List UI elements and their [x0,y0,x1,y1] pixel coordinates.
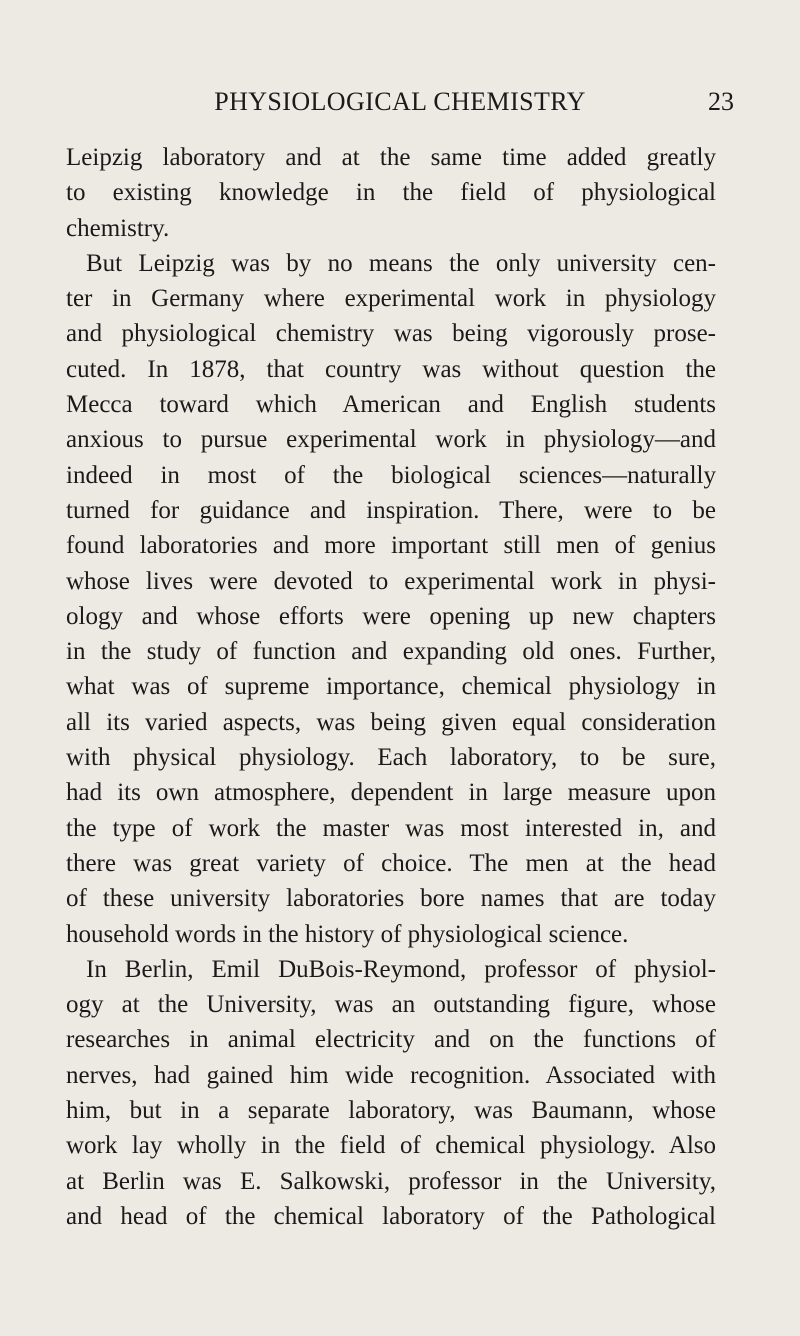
page-number: 23 [708,87,734,116]
text-line: Leipzig laboratory and at the same time added greatly [66,144,716,171]
text-line: anxious to pursue experimental work in physiology—and [66,426,716,454]
text-line: ter in Germany where experimental work in physiology [66,285,716,313]
text-line: ogy at the University, was an outstanding figure, whose [66,991,716,1019]
text-line: the type of work the master was most interested in, and [66,814,716,842]
text-line: cuted. In 1878, that country was without question the [66,355,716,383]
text-line: researches in animal electricity and on the functions of [66,1026,716,1054]
body-text [66,140,716,1234]
text-line: there was great variety of choice. The men at the head [66,849,716,877]
text-line: what was of supreme importance, chemical physiology in [66,673,716,701]
text-line: and head of the chemical laboratory of the Pathological [66,1202,716,1230]
text-line: all its varied aspects, was being given equal consideration [66,708,716,736]
text-line: ology and whose efforts were opening up new chapters [66,602,716,630]
text-line: household words in the history of physiological science. [66,920,629,948]
text-line: whose lives were devoted to experimental work in physi- [66,567,716,595]
text-line: and physiological chemistry was being vigorously prose- [66,320,716,348]
running-head [66,85,734,119]
text-line: had its own atmosphere, dependent in large measure upon [66,779,716,807]
text-line: found laboratories and more important still men of genius [66,532,716,560]
running-title: PHYSIOLOGICAL CHEMISTRY [214,87,586,116]
text-line: turned for guidance and inspiration. There, were to be [66,496,716,524]
text-line: nerves, had gained him wide recognition. Associated with [66,1061,716,1089]
text-line: in the study of function and expanding old ones. Further, [66,638,716,666]
text-line: at Berlin was E. Salkowski, professor in the University, [66,1167,716,1195]
text-line: of these university laboratories bore names that are today [66,885,716,913]
text-line: indeed in most of the biological sciences—naturally [66,461,716,489]
text-line: him, but in a separate laboratory, was Baumann, whose [66,1097,716,1125]
text-line: to existing knowledge in the field of physiological [66,179,716,207]
text-line: chemistry. [66,214,170,242]
text-line: with physical physiology. Each laboratory, to be sure, [66,744,716,772]
text-line: In Berlin, Emil DuBois-Reymond, professor of physiol- [86,955,716,983]
text-line: But Leipzig was by no means the only university cen- [86,249,716,277]
text-line: Mecca toward which American and English students [66,391,716,419]
text-line: work lay wholly in the field of chemical physiology. Also [66,1132,716,1160]
